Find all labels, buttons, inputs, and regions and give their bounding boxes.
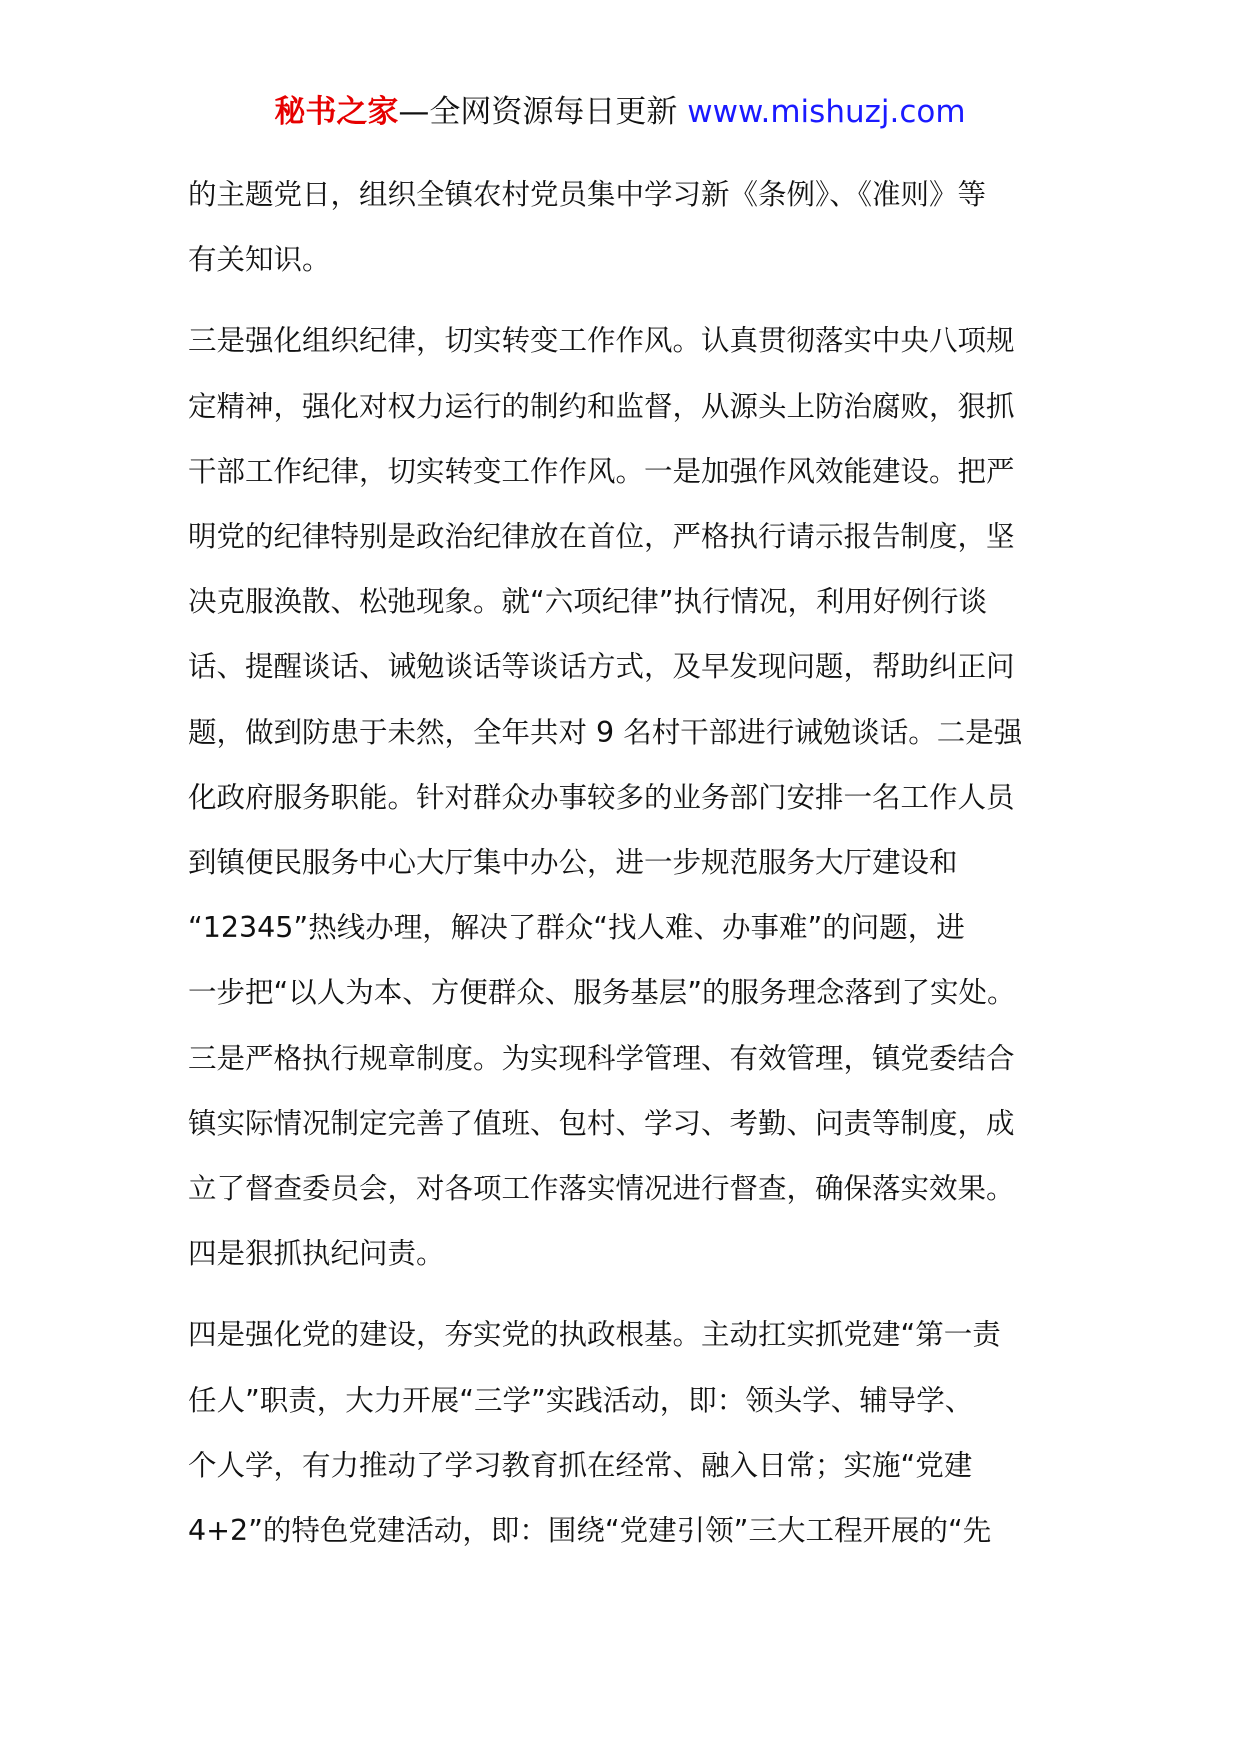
- text-line: 定精神，强化对权力运行的制约和监督，从源头上防治腐败，狠抓: [188, 389, 1015, 423]
- paragraph: [188, 162, 1068, 292]
- paragraph: [188, 308, 1068, 1286]
- text-line: 立了督查委员会，对各项工作落实情况进行督查，确保落实效果。: [188, 1172, 1015, 1206]
- text-line: “12345”热线办理，解决了群众“找人难、办事难”的问题，进: [188, 911, 965, 945]
- paragraph: [188, 1302, 1068, 1563]
- text-line: 三是严格执行规章制度。为实现科学管理、有效管理，镇党委结合: [188, 1041, 1015, 1075]
- text-line: 一步把“以人为本、方便群众、服务基层”的服务理念落到了实处。: [188, 976, 1016, 1010]
- text-line: 的主题党日，组织全镇农村党员集中学习新《条例》、《准则》等: [188, 178, 987, 211]
- document-body: [188, 162, 1068, 1563]
- text-line: 话、提醒谈话、诫勉谈话等谈话方式，及早发现问题，帮助纠正问: [188, 650, 1015, 684]
- brand-name: 秘书之家: [274, 94, 399, 130]
- text-line: 三是强化组织纪律，切实转变工作作风。认真贯彻落实中央八项规: [188, 324, 1015, 358]
- text-line: 化政府服务职能。针对群众办事较多的业务部门安排一名工作人员: [188, 780, 1015, 814]
- text-line: 明党的纪律特别是政治纪律放在首位，严格执行请示报告制度，坚: [188, 520, 1015, 554]
- text-line: 四是强化党的建设，夯实党的执政根基。主动扛实抓党建“第一责: [188, 1318, 1001, 1352]
- text-line: 干部工作纪律，切实转变工作作风。一是加强作风效能建设。把严: [188, 454, 1015, 488]
- text-line: 题，做到防患于未然，全年共对 9 名村干部进行诫勉谈话。二是强: [188, 715, 1023, 749]
- text-line: 有关知识。: [188, 243, 331, 277]
- text-line: 到镇便民服务中心大厅集中办公，进一步规范服务大厅建设和: [188, 846, 958, 880]
- text-line: 4+2”的特色党建活动，即：围绕“党建引领”三大工程开展的“先: [188, 1514, 992, 1548]
- header-slogan: —全网资源每日更新: [398, 94, 678, 130]
- page-header: [0, 92, 1240, 132]
- text-line: 个人学，有力推动了学习教育抓在经常、融入日常；实施“党建: [188, 1448, 973, 1482]
- text-line: 四是狠抓执纪问责。: [188, 1237, 445, 1271]
- text-line: 决克服涣散、松弛现象。就“六项纪律”执行情况，利用好例行谈: [188, 585, 988, 619]
- text-line: 镇实际情况制定完善了值班、包村、学习、考勤、问责等制度，成: [188, 1106, 1015, 1140]
- text-line: 任人”职责，大力开展“三学”实践活动，即：领头学、辅导学、: [188, 1383, 974, 1417]
- website-link[interactable]: www.mishuzj.com: [687, 94, 966, 130]
